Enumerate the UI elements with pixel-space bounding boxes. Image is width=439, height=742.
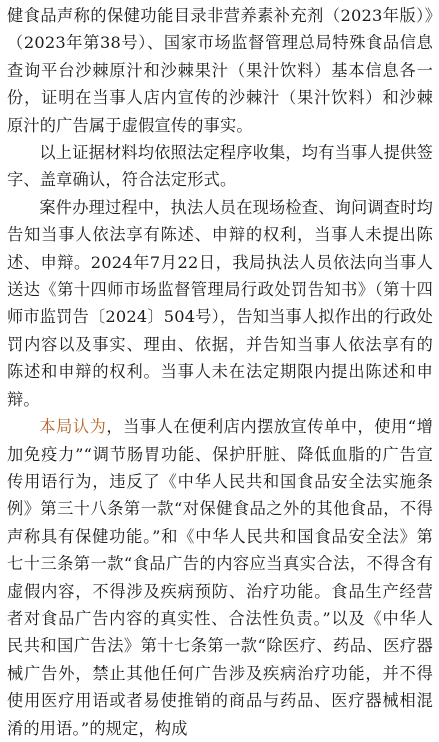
paragraph-evidence-list: 健食品声称的保健功能目录非营养素补充剂（2023年版）》（2023年第38号）、国家市场监督管理总局特殊食品信息查询平台沙棘原汁和沙棘果汁（果汁饮料）基本信息各一份，证明在当事人店内宣传的沙棘汁（果汁饮料）和沙棘原汁的广告属于虚假宣传的事实。 — [7, 6, 433, 135]
paragraph-bureau-finding — [7, 413, 433, 742]
bureau-finding-lead: 本局认为 — [39, 417, 107, 437]
paragraph-case-procedure: 案件办理过程中，执法人员在现场检查、询问调查时均告知当事人依法享有陈述、申辩的权利，当事人未提出陈述、申辩。2024年7月22日，我局执法人员依法向当事人送达《第十四师市场监督管理局行政处罚告知书》（第十四师市监罚告〔2024〕504号），告知当事人拟作出的行政处罚内容以及事实、理由、依据，并告知当事人依法享有的陈述和申辩的权利。当事人未在法定期限内提出陈述和申辩。 — [7, 197, 433, 409]
bureau-finding-text: ，当事人在便利店内摆放宣传单中，使用“增加免疫力”“调节肠胃功能、保护肝脏、降低血脂的广告宣传用语行为，违反了《中华人民共和国食品安全法实施条例》第三十八条第一款“对保健食品之外的其他食品，不得声称具有保健功能。”和《中华人民共和国食品安全法》第七十三条第一款“食品广告的内容应当真实合法，不得含有虚假内容，不得涉及疾病预防、治疗功能。食品生产经营者对食品广告内容的真实性、合法性负责。”以及《中华人民共和国广告法》第十七条第一款“除医疗、药品、医疗器械广告外，禁止其他任何广告涉及疾病治疗功能，并不得使用医疗用语或者易使推销的商品与药品、医疗器械相混淆的用语。”的规定，构成 — [7, 417, 433, 738]
paragraph-evidence-legality: 以上证据材料均依照法定程序收集，均有当事人提供签字、盖章确认，符合法定形式。 — [7, 143, 433, 190]
